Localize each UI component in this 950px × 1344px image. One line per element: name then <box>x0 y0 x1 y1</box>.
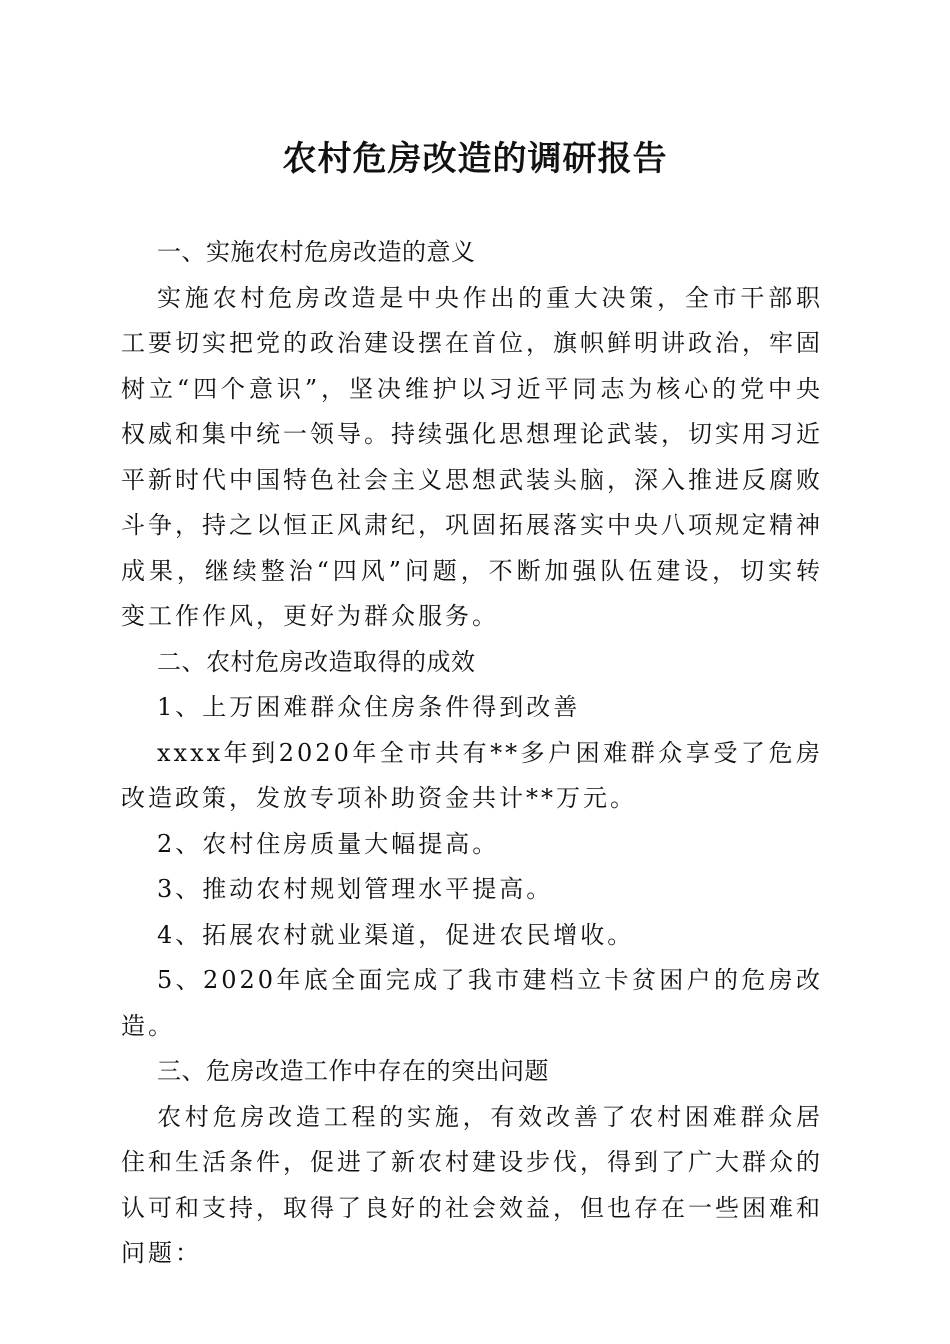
paragraph: 实施农村危房改造是中央作出的重大决策，全市干部职工要切实把党的政治建设摆在首位，旗帜鲜明讲政治，牢固树立“四个意识”，坚决维护以习近平同志为核心的党中央权威和集中统一领导。持续强化思想理论武装，切实用习近平新时代中国特色社会主义思想武装头脑，深入推进反腐败斗争，持之以恒正风肃纪，巩固拓展落实中央八项规定精神成果，继续整治“四风”问题，不断加强队伍建设，切实转变工作作风，更好为群众服务。 <box>121 283 823 630</box>
paragraph: 2、农村住房质量大幅提高。 <box>157 829 500 858</box>
paragraph: 1、上万困难群众住房条件得到改善 <box>157 693 581 721</box>
paragraph: 4、拓展农村就业渠道，促进农民增收。 <box>157 920 635 949</box>
paragraph: xxxx年到2020年全市共有**多户困难群众享受了危房改造政策，发放专项补助资金共计**万元。 <box>121 738 823 812</box>
paragraph: 3、推动农村规划管理水平提高。 <box>157 875 554 903</box>
section-heading-3: 三、危房改造工作中存在的突出问题 <box>157 1057 549 1085</box>
section-heading-1: 一、实施农村危房改造的意义 <box>157 238 476 266</box>
paragraph: 5、2020年底全面完成了我市建档立卡贫困户的危房改造。 <box>121 966 823 1040</box>
document-title: 农村危房改造的调研报告 <box>282 139 668 179</box>
document-body <box>121 230 823 1277</box>
paragraph: 农村危房改造工程的实施，有效改善了农村困难群众居住和生活条件，促进了新农村建设步伐，得到了广大群众的认可和支持，取得了良好的社会效益，但也存在一些困难和问题： <box>121 1102 823 1267</box>
section-heading-2: 二、农村危房改造取得的成效 <box>157 647 476 676</box>
